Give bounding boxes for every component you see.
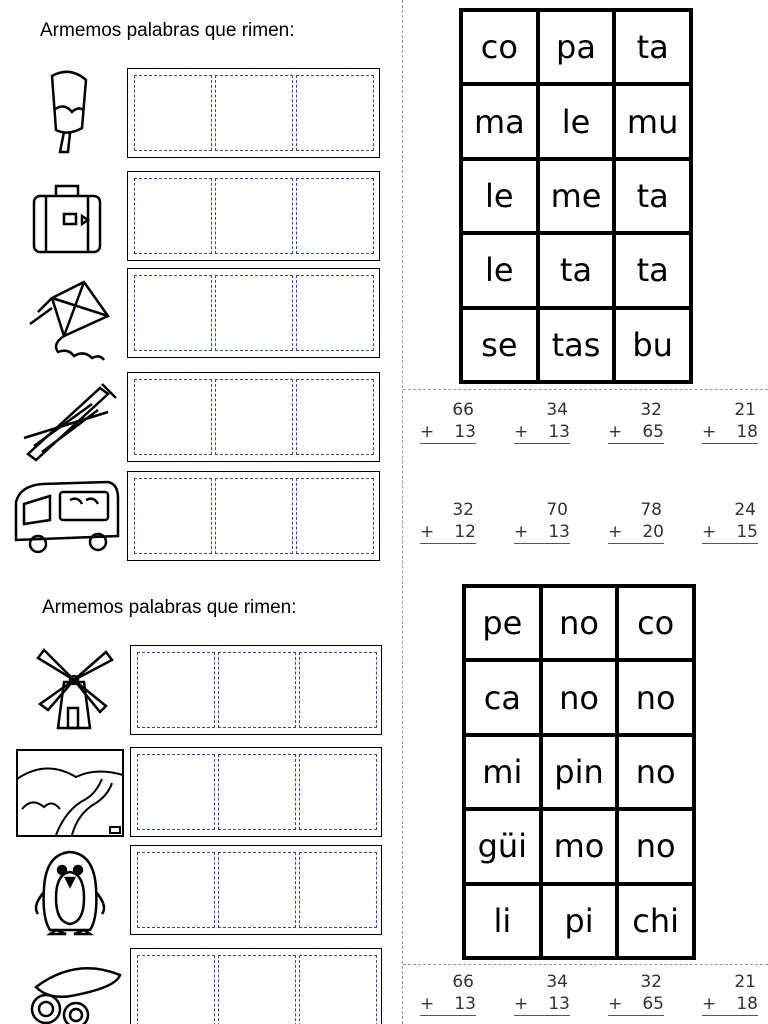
plus-sign: + [702, 522, 717, 542]
addition-problem [420, 400, 476, 444]
syllable-cell: no [619, 737, 692, 807]
answer-box-suitcase[interactable] [127, 171, 380, 261]
syllable-cell: mo [543, 811, 616, 881]
cucumber-icon [16, 950, 124, 1024]
syllable-cell: me [540, 161, 613, 231]
addend-top: 34 [546, 972, 568, 992]
section-title: Armemos palabras que rimen: [42, 597, 297, 618]
addend-bottom: 12 [454, 522, 476, 542]
syllable-cell: co [619, 588, 692, 658]
addend-top: 66 [452, 972, 474, 992]
addend-top: 34 [546, 400, 568, 420]
addition-problem [514, 972, 570, 1016]
popsicle-icon [12, 66, 120, 154]
syllable-cell: no [619, 662, 692, 732]
syllable-cell: no [543, 662, 616, 732]
plus-sign: + [420, 422, 435, 442]
cut-line-2 [403, 964, 768, 965]
addend-bottom: 65 [642, 994, 664, 1014]
syllable-cell: li [466, 886, 539, 956]
syllable-cell: se [463, 310, 536, 380]
addend-top: 66 [452, 400, 474, 420]
addend-bottom: 13 [454, 422, 476, 442]
landscape-icon [16, 749, 124, 837]
syllable-cell: pi [543, 886, 616, 956]
syllable-cell: ta [616, 235, 689, 305]
addend-bottom: 13 [548, 994, 570, 1014]
syllable-cell: le [463, 235, 536, 305]
syllable-cell: ta [616, 161, 689, 231]
addend-bottom: 18 [736, 422, 758, 442]
syllable-cell: pa [540, 12, 613, 82]
cut-line-1 [403, 389, 768, 390]
addend-top: 78 [640, 500, 662, 520]
syllable-cell: mu [616, 86, 689, 156]
penguin-icon [16, 848, 124, 936]
answer-box-windmill[interactable] [130, 645, 382, 735]
syllable-cell: le [463, 161, 536, 231]
addend-bottom: 65 [642, 422, 664, 442]
syllable-cell: tas [540, 310, 613, 380]
addition-problem [420, 500, 476, 544]
answer-box-cucumber[interactable] [130, 948, 382, 1024]
plus-sign: + [608, 994, 623, 1014]
addition-problem [514, 500, 570, 544]
plus-sign: + [702, 422, 717, 442]
syllable-cell: ta [540, 235, 613, 305]
syllable-cell: no [543, 588, 616, 658]
addition-problem [608, 972, 664, 1016]
bus-icon [12, 472, 120, 560]
plus-sign: + [702, 994, 717, 1014]
answer-box-penguin[interactable] [130, 845, 382, 935]
plus-sign: + [608, 422, 623, 442]
addend-bottom: 13 [548, 522, 570, 542]
addition-problem [702, 972, 758, 1016]
addend-bottom: 18 [736, 994, 758, 1014]
kite-icon [12, 278, 120, 366]
section-title: Armemos palabras que rimen: [40, 20, 295, 41]
syllable-grid [459, 8, 693, 384]
addend-bottom: 13 [454, 994, 476, 1014]
answer-box-kite[interactable] [127, 268, 380, 358]
syllable-cell: mi [466, 737, 539, 807]
addition-problem [702, 400, 758, 444]
addition-problem [608, 400, 664, 444]
syllable-cell: ca [466, 662, 539, 732]
answer-box-crutches[interactable] [127, 372, 380, 462]
answer-box-landscape[interactable] [130, 747, 382, 837]
addition-problem [420, 972, 476, 1016]
syllable-cell: le [540, 86, 613, 156]
addend-top: 32 [640, 400, 662, 420]
addition-problem [702, 500, 758, 544]
syllable-cell: güi [466, 811, 539, 881]
syllable-cell: no [619, 811, 692, 881]
windmill-icon [14, 642, 122, 730]
addend-top: 21 [734, 400, 756, 420]
addend-bottom: 15 [736, 522, 758, 542]
answer-box-bus[interactable] [127, 471, 380, 561]
addition-problem [608, 500, 664, 544]
syllable-cell: pin [543, 737, 616, 807]
syllable-cell: ma [463, 86, 536, 156]
addend-top: 24 [734, 500, 756, 520]
syllable-cell: ta [616, 12, 689, 82]
plus-sign: + [514, 522, 529, 542]
syllable-cell: bu [616, 310, 689, 380]
addend-bottom: 13 [548, 422, 570, 442]
plus-sign: + [608, 522, 623, 542]
vertical-cut-line [402, 0, 403, 1024]
plus-sign: + [420, 522, 435, 542]
syllable-grid [462, 584, 696, 960]
addend-top: 32 [640, 972, 662, 992]
addend-top: 70 [546, 500, 568, 520]
addend-top: 21 [734, 972, 756, 992]
answer-box-popsicle[interactable] [127, 68, 380, 158]
plus-sign: + [514, 994, 529, 1014]
syllable-cell: pe [466, 588, 539, 658]
syllable-cell: co [463, 12, 536, 82]
suitcase-icon [12, 172, 120, 260]
addend-bottom: 20 [642, 522, 664, 542]
crutches-icon [12, 378, 120, 466]
addend-top: 32 [452, 500, 474, 520]
addition-problem [514, 400, 570, 444]
syllable-cell: chi [619, 886, 692, 956]
plus-sign: + [514, 422, 529, 442]
plus-sign: + [420, 994, 435, 1014]
